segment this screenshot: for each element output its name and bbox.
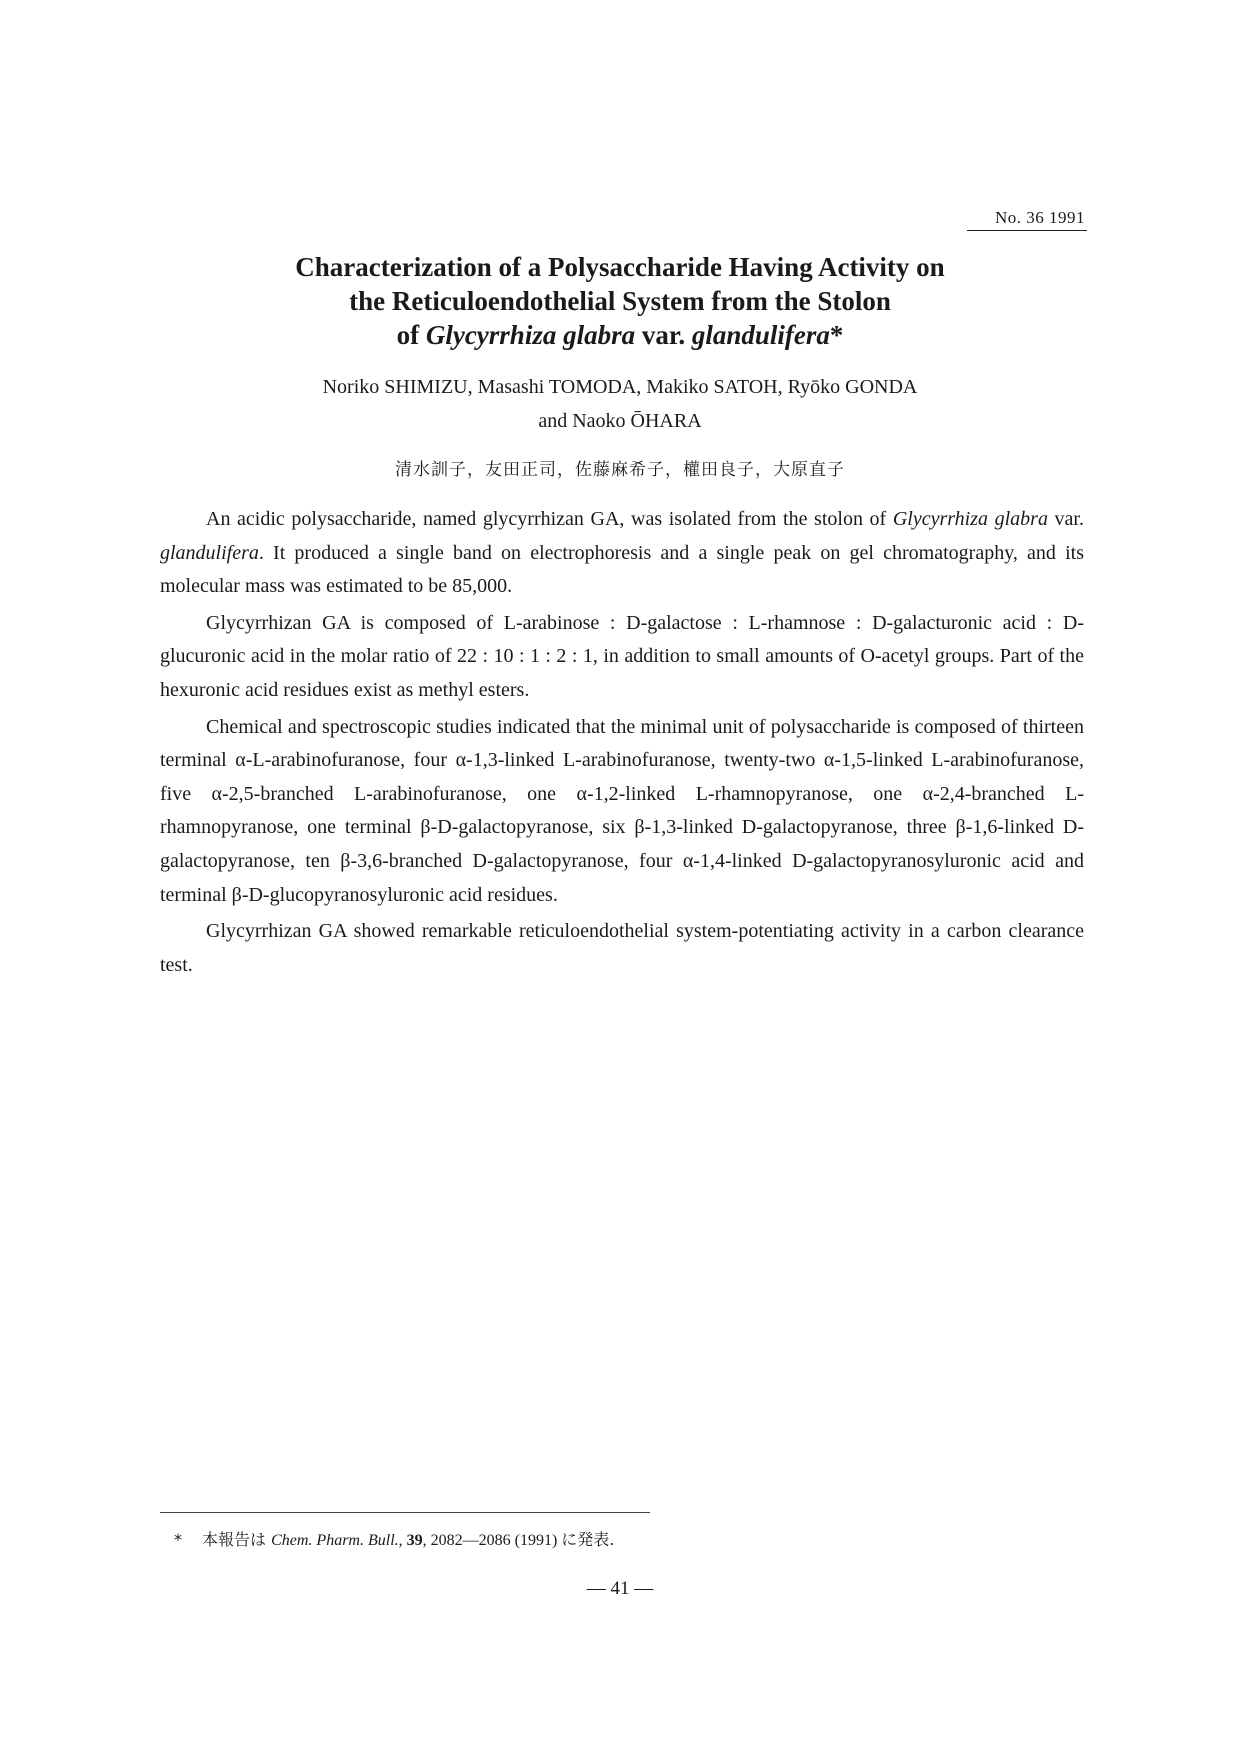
footnote-journal: Chem. Pharm. Bull. <box>271 1532 399 1549</box>
title-variety: glandulifera <box>691 320 830 350</box>
authors-line-2: and Naoko ŌHARA <box>538 410 702 432</box>
japanese-author-list: 清水訓子，友田正司，佐藤麻希子，權田良子，大原直子 <box>395 460 845 480</box>
abstract-paragraph-2: Glycyrrhizan GA is composed of L-arabinose : D-galactose : L-rhamnose : D-galacturonic acid : D-glucuronic acid in the molar ratio of 22 : 10 : 1 : 2 : 1, in addition to small amounts of O-acetyl groups. Part of the hexuronic acid residues exist as methyl esters. <box>160 611 1084 701</box>
footnote-sep: , <box>398 1532 407 1549</box>
issue-label: No. 36 1991 <box>967 208 1087 231</box>
footnote-divider <box>160 1512 650 1513</box>
title-species: Glycyrrhiza glabra <box>425 320 636 350</box>
abstract-paragraph-1 <box>160 503 1084 604</box>
footnote <box>174 1527 614 1550</box>
title-line-2: the Reticuloendothelial System from the Stolon <box>349 286 891 316</box>
footnote-volume: 39 <box>406 1532 423 1549</box>
author-list <box>160 370 1080 438</box>
p1-species: Glycyrrhiza glabra <box>892 508 1048 530</box>
page-number: — 41 — <box>586 1578 654 1599</box>
footnote-pages: , 2082—2086 (1991) <box>422 1532 562 1549</box>
p1-text-a: An acidic polysaccharide, named glycyrrhizan GA, was isolated from the stolon of <box>206 508 893 530</box>
abstract <box>160 503 1084 985</box>
abstract-paragraph-3: Chemical and spectroscopic studies indicated that the minimal unit of polysaccharide is composed of thirteen terminal α-L-arabinofuranose, four α-1,3-linked L-arabinofuranose, twenty-two α-1,5-linked L-arabinofuranose, five α-2,5-branched L-arabinofuranose, one α-1,2-linked L-rhamnopyranose, one α-2,4-branched L-rhamnopyranose, one terminal β-D-galactopyranose, six β-1,3-linked D-galactopyranose, three β-1,6-linked D-galactopyranose, ten β-3,6-branched D-galactopyranose, four α-1,4-linked D-galactopyranosyluronic acid and terminal β-D-glucopyranosyluronic acid residues. <box>160 715 1084 906</box>
title-var: var. <box>635 320 692 350</box>
footnote-prefix: 本報告は <box>202 1530 272 1549</box>
footnote-marker: * <box>174 1530 182 1549</box>
title-line-3 <box>160 318 1080 352</box>
abstract-paragraph-4: Glycyrrhizan GA showed remarkable reticuloendothelial system-potentiating activity in a carbon clearance test. <box>160 920 1084 976</box>
title-of: of <box>396 320 426 350</box>
p1-variety: glandulifera <box>160 541 259 564</box>
title-line-1: Characterization of a Polysaccharide Having Activity on <box>295 252 945 282</box>
p1-text-c: . It produced a single band on electrophoresis and a single peak on gel chromatography, and its molecular mass was estimated to be 85,000. <box>160 541 1084 598</box>
title-footnote-mark: * <box>829 320 844 350</box>
paper-title <box>160 250 1080 352</box>
footnote-suffix: に発表. <box>561 1530 615 1549</box>
authors-line-1: Noriko SHIMIZU, Masashi TOMODA, Makiko SATOH, Ryōko GONDA <box>322 376 918 398</box>
p1-text-b: var. <box>1047 508 1084 530</box>
